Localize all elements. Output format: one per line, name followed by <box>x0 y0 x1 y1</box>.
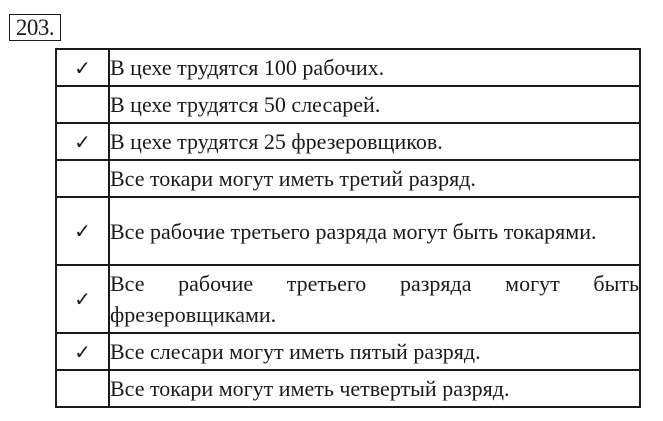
problem-number: 203. <box>9 14 61 41</box>
statement-row <box>56 160 640 197</box>
check-mark-cell <box>56 370 109 407</box>
statement-row <box>56 333 640 370</box>
check-mark-icon: ✓ <box>74 55 91 80</box>
statement-text: В цехе трудятся 100 рабочих. <box>109 49 640 86</box>
statement-row <box>56 86 640 123</box>
statement-row <box>56 123 640 160</box>
statements-table <box>55 48 641 408</box>
statement-text: В цехе трудятся 25 фрезеровщиков. <box>109 123 640 160</box>
statement-row <box>56 265 640 333</box>
check-mark-icon: ✓ <box>74 287 91 311</box>
check-mark-cell <box>56 333 109 370</box>
statement-text: Все рабочие третьего разряда могут быть токарями. <box>109 197 640 265</box>
statement-row <box>56 370 640 407</box>
check-mark-icon: ✓ <box>74 339 91 364</box>
statement-text: В цехе трудятся 50 слесарей. <box>109 86 640 123</box>
check-mark-cell <box>56 160 109 197</box>
statement-text: Все слесари могут иметь пятый разряд. <box>109 333 640 370</box>
statement-text: Все рабочие третьего разряда могут быть фрезеровщиками. <box>109 265 640 333</box>
check-mark-cell <box>56 86 109 123</box>
statement-text: Все токари могут иметь третий разряд. <box>109 160 640 197</box>
check-mark-cell <box>56 49 109 86</box>
statement-row <box>56 49 640 86</box>
check-mark-cell <box>56 265 109 333</box>
check-mark-icon: ✓ <box>74 129 91 154</box>
check-mark-cell <box>56 197 109 265</box>
check-mark-cell <box>56 123 109 160</box>
statement-text: Все токари могут иметь четвертый разряд. <box>109 370 640 407</box>
statement-row <box>56 197 640 265</box>
check-mark-icon: ✓ <box>74 219 91 243</box>
